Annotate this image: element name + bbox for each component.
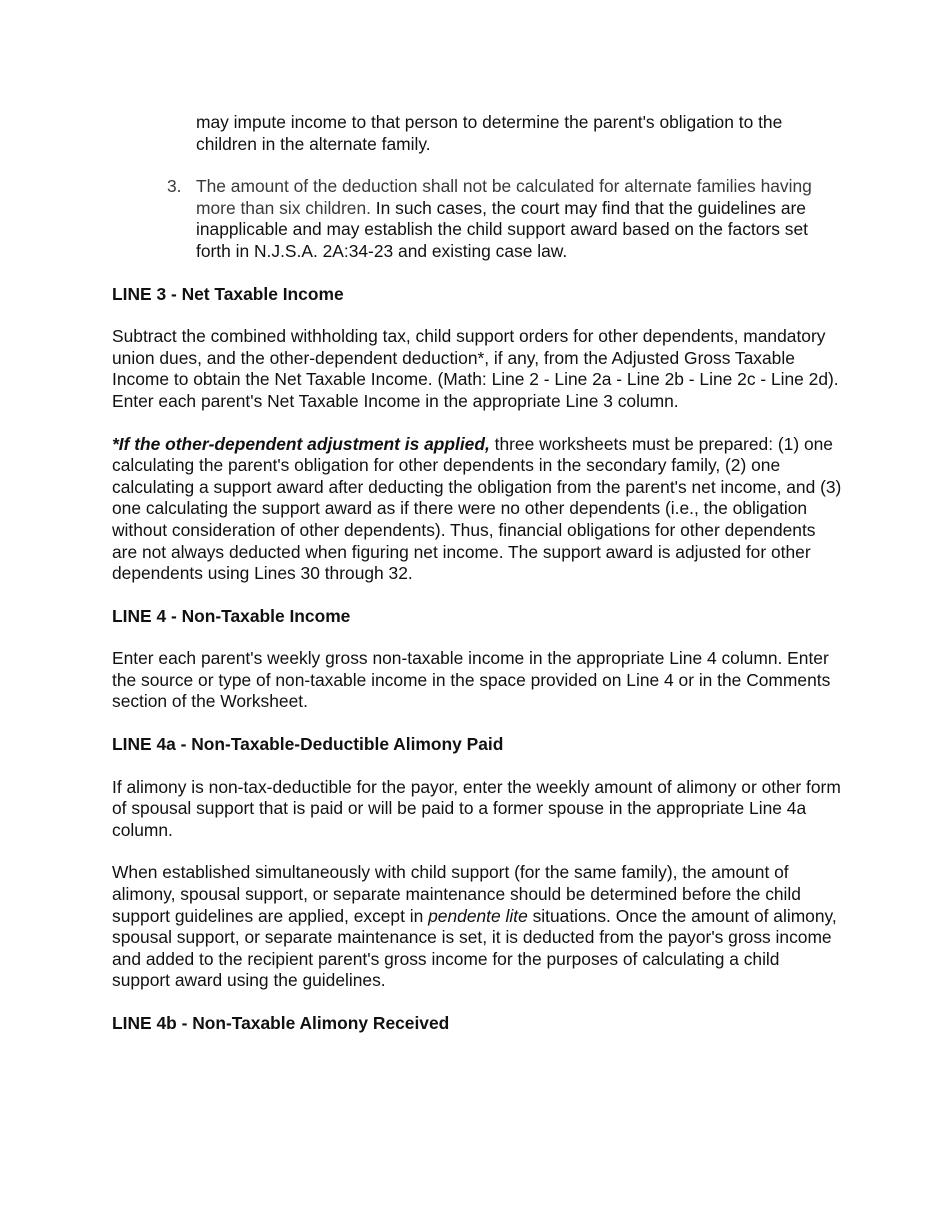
line-4b-heading: LINE 4b - Non-Taxable Alimony Received [112, 1013, 450, 1033]
continued-list-item-text: may impute income to that person to determine the parent's obligation to the children in the alternate family. [196, 112, 783, 154]
line-4a-paragraph-2 [112, 862, 842, 992]
line-4a-paragraph-1: If alimony is non-tax-deductible for the payor, enter the weekly amount of alimony or other form of spousal support that is paid or will be paid to a former spouse in the appropriate Line 4a column. [112, 776, 841, 840]
document-page [112, 112, 842, 1035]
line-3-paragraph-1: Subtract the combined withholding tax, child support orders for other dependents, mandatory union dues, and the other-dependent deduction*, if any, from the Adjusted Gross Taxable Income to obtain the Net Taxable Income. (Math: Line 2 - Line 2a - Line 2b - Line 2c - Line 2d). Enter each parent's Net Taxable Income in the appropriate Line 3 column. [112, 326, 839, 411]
line-3-heading: LINE 3 - Net Taxable Income [112, 283, 344, 304]
line-4a-paragraph-2-after: situations. Once the amount of alimony, spousal support, or separate maintenance is set, it is deducted from the payor's gross income and added to the recipient parent's gross income for the purposes of calculating a child support award using the guidelines. [112, 905, 837, 991]
list-number: 3. [167, 176, 182, 197]
line-4-heading: LINE 4 - Non-Taxable Income [112, 605, 351, 626]
list-item-3 [167, 176, 842, 262]
other-dependent-emphasis: *If the other-dependent adjustment is applied, [112, 433, 490, 454]
line-4a-paragraph-2-before: When established simultaneously with child support (for the same family), the amount of alimony, spousal support, or separate maintenance should be determined before the child support guidelines are applied, except in [112, 862, 801, 926]
line-3-paragraph-2 [112, 434, 842, 585]
line-4a-heading: LINE 4a - Non-Taxable-Deductible Alimony Paid [112, 734, 504, 755]
list-item-3-gray-text: The amount of the deduction shall not be calculated for alternate families having more than six children. [196, 176, 812, 218]
list-item-3-text [196, 176, 842, 262]
pendente-lite-italic: pendente lite [428, 905, 528, 926]
list-item-3-rest-text: In such cases, the court may find that the guidelines are inapplicable and may establish the child support award based on the factors set forth in N.J.S.A. 2A:34-23 and existing case law. [196, 197, 808, 261]
line-3-paragraph-2-rest: three worksheets must be prepared: (1) one calculating the parent's obligation for other dependents in the secondary family, (2) one calculating a support award after deducting the obligation from the parent's net income, and (3) one calculating the support award as if there were no other dependents (i.e., the obligation without consideration of other dependents). Thus, financial obligations for other dependents are not always deducted when figuring net income. The support award is adjusted for other dependents using Lines 30 through 32. [112, 433, 842, 584]
line-4-paragraph-1: Enter each parent's weekly gross non-taxable income in the appropriate Line 4 column. Enter the source or type of non-taxable income in the space provided on Line 4 or in the Comments section of the Worksheet. [112, 648, 831, 712]
